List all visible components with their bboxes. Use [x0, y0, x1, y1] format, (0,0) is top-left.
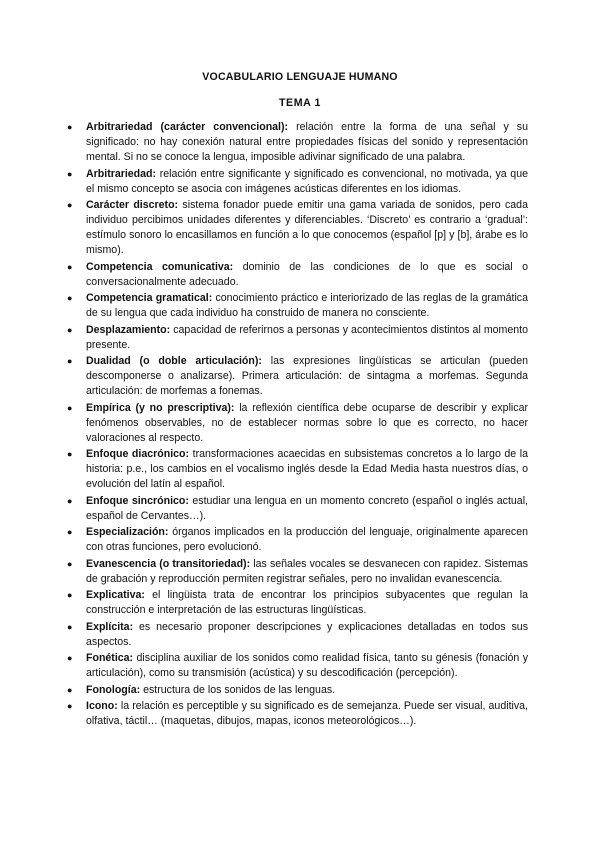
vocabulary-entry [67, 260, 529, 290]
entry-term: Empírica (y no prescriptiva): [86, 401, 235, 414]
entry-term: Especialización: [86, 526, 169, 538]
vocabulary-entry [67, 198, 528, 258]
entry-definition: transformaciones acaecidas en subsistemas concretos a lo largo de la historia: p.e., los cambios en el vocalismo inglés desde la Edad Media hasta nuestros días, o evolución del latín al español. [86, 448, 528, 490]
entry-term: Desplazamiento: [86, 323, 171, 336]
entry-definition: capacidad de referirnos a personas y acontecimientos distintos al momento presente. [86, 323, 528, 351]
vocabulary-entry [67, 323, 528, 353]
bullet-icon: ● [67, 527, 73, 537]
vocabulary-entry [67, 120, 528, 165]
entry-term: Competencia comunicativa: [86, 260, 234, 273]
entry-definition: órganos implicados en la producción del lenguaje, originalmente aparecen con otras funciones, pero evolucionó. [86, 526, 528, 553]
entry-definition: relación entre significante y significado es convencional, no motivada, ya que el mismo concepto se asocia con imágenes acústicas diferentes en los idiomas. [86, 167, 528, 195]
bullet-icon: ● [67, 293, 73, 303]
vocabulary-entry [67, 620, 528, 650]
bullet-icon: ● [67, 558, 73, 569]
bullet-icon: ● [67, 168, 73, 179]
vocabulary-list [67, 120, 529, 731]
entry-term: Explícita: [86, 620, 134, 633]
bullet-icon: ● [67, 621, 73, 632]
vocabulary-entry [67, 699, 528, 729]
bullet-icon: ● [67, 200, 73, 210]
entry-term: Icono: [86, 700, 118, 712]
entry-definition: conocimiento práctico e interiorizado de las reglas de la gramática de su lengua que cada individuo ha construido de manera no consciente. [86, 292, 528, 319]
vocabulary-entry [67, 354, 528, 399]
vocabulary-entry [67, 525, 528, 555]
entry-definition: la relación es perceptible y su significado es de semejanza. Puede ser visual, auditiva, olfativa, táctil… (maquetas, dibujos, mapas, iconos meteorológicos…). [86, 700, 528, 727]
vocabulary-entry [67, 447, 528, 492]
bullet-icon: ● [67, 122, 73, 132]
bullet-icon: ● [67, 261, 73, 272]
bullet-icon: ● [67, 495, 73, 506]
entry-term: Explicativa: [86, 589, 145, 601]
entry-term: Enfoque sincrónico: [86, 494, 189, 507]
vocabulary-entry [67, 683, 528, 698]
entry-definition: sistema fonador puede emitir una gama variada de sonidos, pero cada individuo percibimos unidades diferentes y diferenciables. ‘Discreto’ es contrario a ‘gradual’: estímulo sonoro lo encasillamos en función a lo que conocemos (español [p] y [b], árabe es lo mismo). [86, 199, 528, 256]
bullet-icon: ● [67, 324, 73, 335]
bullet-icon: ● [67, 701, 73, 711]
page-subtitle: TEMA 1 [278, 97, 322, 109]
entry-term: Evanescencia (o transitoriedad): [86, 557, 251, 570]
entry-definition: la reflexión científica debe ocuparse de describir y explicar fenómenos observables, no de establecer normas sobre lo que es correcto, no hacer valoraciones al respecto. [86, 401, 528, 444]
entry-term: Dualidad (o doble articulación): [86, 355, 262, 367]
bullet-icon: ● [67, 684, 73, 695]
entry-term: Arbitrariedad (carácter convencional): [86, 121, 289, 133]
entry-definition: estudiar una lengua en un momento concreto (español o inglés actual, español de Cervantes…). [86, 494, 528, 522]
entry-term: Enfoque diacrónico: [86, 448, 190, 460]
vocabulary-entry [67, 651, 528, 681]
entry-definition: las expresiones lingüísticas se articulan (pueden descomponerse o analizarse). Primera articulación: de sintagma a morfemas. Segunda articulación: de morfemas a fonemas. [86, 355, 528, 397]
vocabulary-entry [67, 401, 528, 446]
bullet-icon: ● [67, 653, 73, 663]
vocabulary-entry [67, 557, 528, 587]
entry-definition: estructura de los sonidos de las lenguas. [143, 683, 336, 696]
entry-term: Fonología: [86, 683, 141, 696]
entry-definition: las señales vocales se desvanecen con rapidez. Sistemas de grabación y reproducción permiten registrar señales, pero no invalidan evanescencia. [86, 557, 528, 585]
bullet-icon: ● [67, 449, 73, 459]
bullet-icon: ● [67, 356, 73, 366]
entry-term: Carácter discreto: [86, 199, 179, 211]
entry-definition: disciplina auxiliar de los sonidos como realidad física, tanto su génesis (fonación y articulación), como su transmisión (acústica) y su descodificación (percepción). [86, 652, 528, 679]
vocabulary-entry [67, 494, 528, 524]
entry-term: Arbitrariedad: [86, 167, 157, 180]
bullet-icon: ● [67, 402, 73, 413]
vocabulary-entry [67, 291, 528, 321]
entry-definition: dominio de las condiciones de lo que es social o conversacionalmente adecuado. [86, 260, 529, 288]
entry-term: Competencia gramatical: [86, 292, 213, 304]
entry-definition: el lingüista trata de encontrar los principios subyacentes que regulan la construcción e interpretación de las estructuras lingüísticas. [86, 589, 528, 616]
vocabulary-entry [67, 588, 528, 618]
entry-definition: es necesario proponer descripciones y explicaciones detalladas en todos sus aspectos. [86, 620, 528, 648]
entry-term: Fonética: [86, 652, 134, 664]
page-title: VOCABULARIO LENGUAJE HUMANO [202, 71, 398, 83]
bullet-icon: ● [67, 590, 73, 600]
vocabulary-entry [67, 167, 528, 197]
entry-definition: relación entre la forma de una señal y su significado: no hay conexión natural entre propiedades físicas del sonido y representación mental. Si no se conoce la lengua, imposible adivinar significado de una palabra. [86, 121, 528, 163]
